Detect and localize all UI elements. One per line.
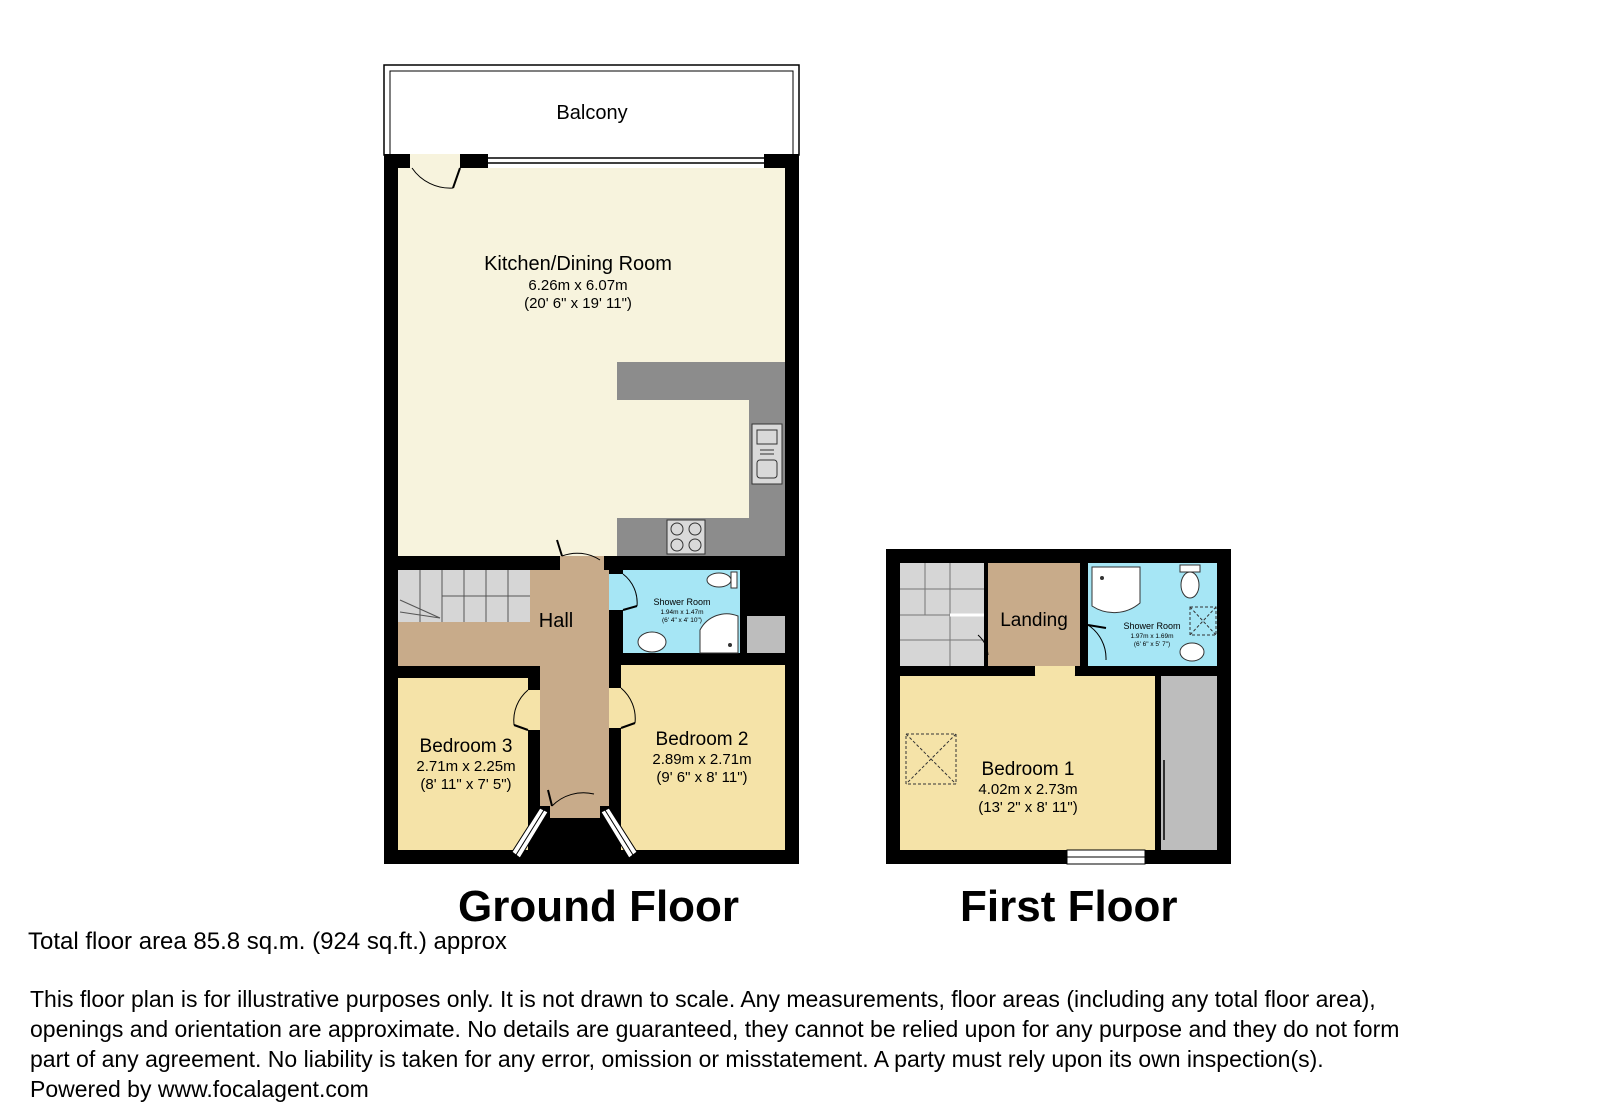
first-floor-title: First Floor: [960, 882, 1178, 931]
bedroom1-label: Bedroom 1: [981, 759, 1075, 780]
first-shower-tray-icon: [1092, 567, 1140, 613]
kitchen-metric: 6.26m x 6.07m: [528, 277, 628, 294]
disclaimer-line: This floor plan is for illustrative purposes only. It is not drawn to scale. Any measurements, floor areas (including any total floor area),: [30, 986, 1376, 1012]
ground-shower-imperial: (6' 4" x 4' 10"): [662, 617, 702, 624]
first-floor-plan: [886, 549, 1231, 864]
bedroom3-metric: 2.71m x 2.25m: [416, 758, 516, 775]
ground-cupboard: [747, 616, 785, 657]
ground-shower-metric: 1.94m x 1.47m: [660, 609, 704, 616]
hall-label: Hall: [538, 610, 574, 632]
bedroom1-window: [1067, 850, 1145, 864]
kitchen-label: Kitchen/Dining Room: [484, 253, 672, 275]
hob-icon: [667, 520, 705, 554]
ground-basin-icon: [638, 632, 666, 652]
ground-shower-label: Shower Room: [653, 597, 711, 607]
bedroom1-metric: 4.02m x 2.73m: [978, 781, 1078, 798]
first-toilet-icon: [1180, 565, 1200, 598]
sliding-door: [476, 154, 776, 168]
bedroom1-wardrobe: [1161, 676, 1217, 850]
balcony-label: Balcony: [556, 102, 628, 124]
disclaimer: [30, 984, 1585, 1104]
ground-floor-title: Ground Floor: [458, 882, 740, 931]
total-floor-area: Total floor area 85.8 sq.m. (924 sq.ft.) approx: [28, 928, 507, 955]
bedroom2-imperial: (9' 6" x 8' 11"): [656, 769, 748, 786]
landing-label: Landing: [1000, 610, 1068, 631]
disclaimer-line: openings and orientation are approximate. No details are guaranteed, they cannot be relied upon for any purpose and they do not form: [30, 1016, 1400, 1042]
ground-toilet-icon: [707, 572, 737, 588]
kitchen-imperial: (20' 6" x 19' 11"): [524, 295, 632, 312]
powered-by: Powered by www.focalagent.com: [30, 1076, 369, 1102]
first-shower-imperial: (6' 6" x 5' 7"): [1133, 641, 1171, 648]
bedroom1-imperial: (13' 2" x 8' 11"): [978, 799, 1078, 816]
disclaimer-line: part of any agreement. No liability is taken for any error, omission or misstatement. A party must rely upon its own inspection(s).: [30, 1046, 1324, 1072]
first-shower-label: Shower Room: [1123, 621, 1181, 631]
bedroom2-label: Bedroom 2: [655, 729, 749, 750]
sink-icon: [752, 424, 782, 484]
bedroom2-metric: 2.89m x 2.71m: [652, 751, 752, 768]
first-shower-metric: 1.97m x 1.69m: [1130, 633, 1174, 640]
first-basin-icon: [1180, 643, 1204, 661]
bedroom3-label: Bedroom 3: [419, 736, 513, 757]
bedroom3-imperial: (8' 11" x 7' 5"): [420, 776, 512, 793]
